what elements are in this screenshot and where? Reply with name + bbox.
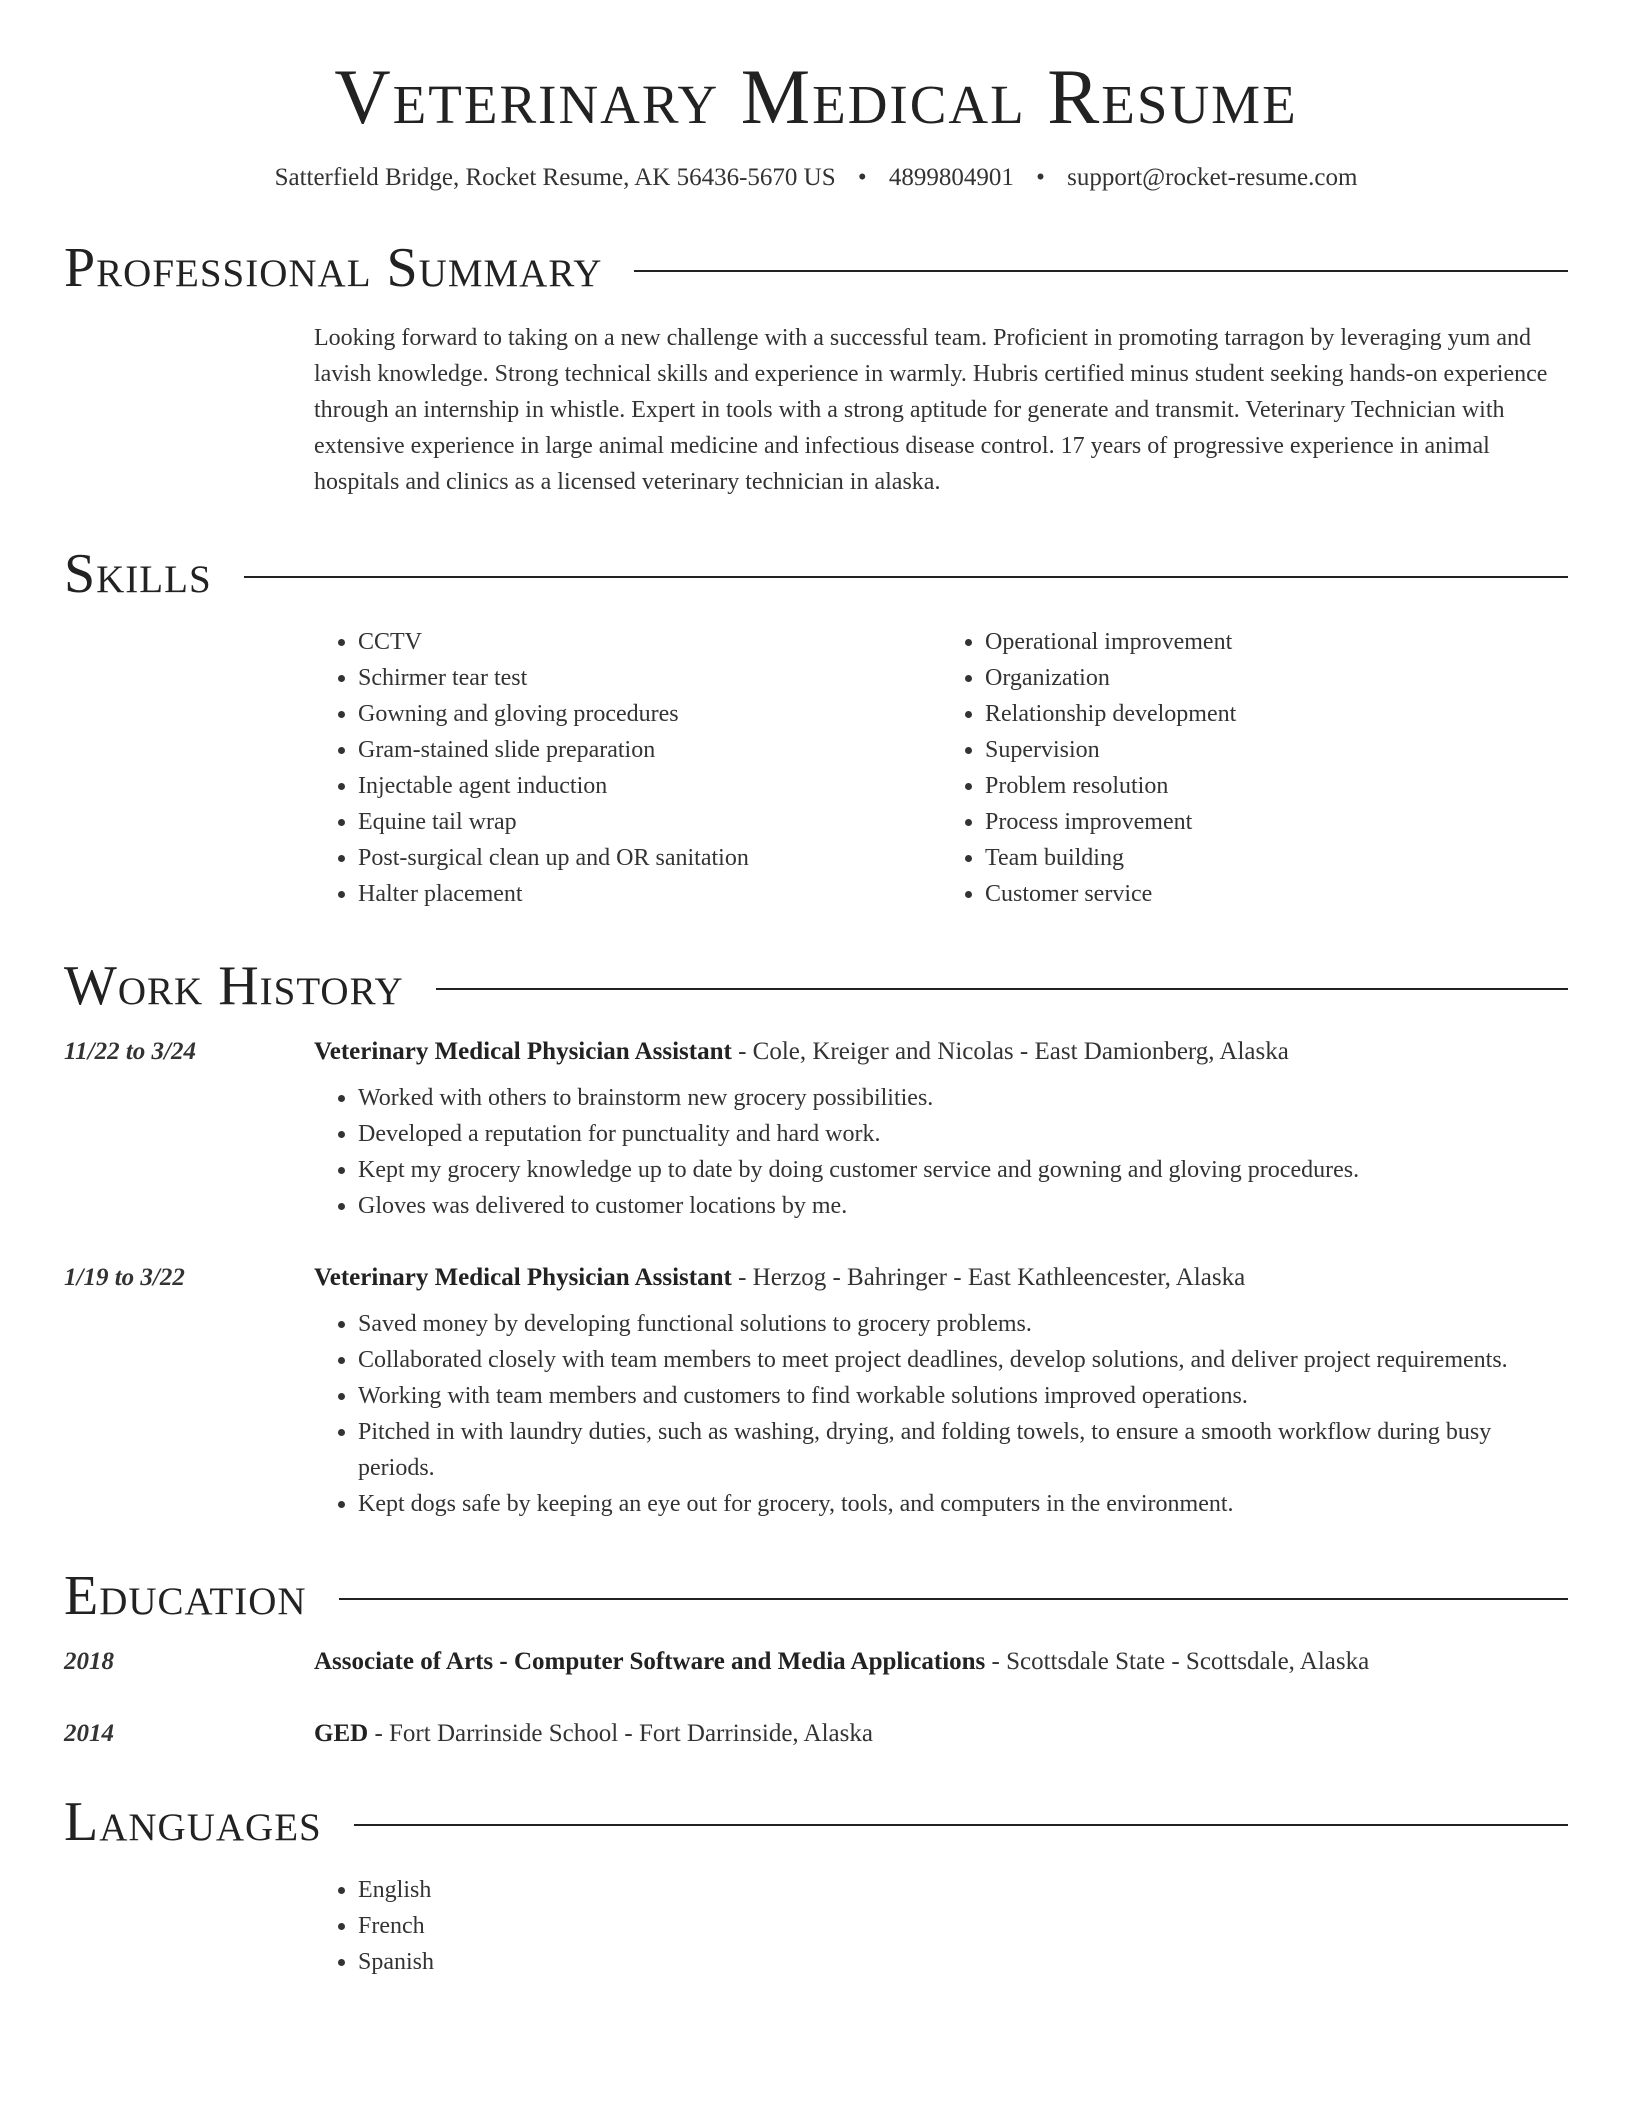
education-degree: GED (314, 1720, 369, 1748)
skill-item: • Relationship development (985, 696, 1568, 732)
contact-separator: • (1036, 163, 1045, 191)
education-degree: Associate of Arts - Computer Software and Media Applications (314, 1648, 986, 1676)
education-section (64, 1565, 1568, 1748)
skill-item: • Process improvement (985, 804, 1568, 840)
skill-item: • Injectable agent induction (358, 768, 941, 804)
summary-section (64, 237, 1568, 500)
job-entry (64, 1038, 1568, 1224)
skills-list-right (941, 624, 1568, 912)
skill-item: • Post-surgical clean up and OR sanitation (358, 840, 941, 876)
job-entry (64, 1264, 1568, 1522)
job-bullet: • Pitched in with laundry duties, such as washing, drying, and folding towels, to ensure a smooth workflow during busy periods. (358, 1414, 1568, 1486)
language-item: • French (358, 1908, 1568, 1944)
job-bullet: • Kept dogs safe by keeping an eye out for grocery, tools, and computers in the environment. (358, 1486, 1568, 1522)
education-school: - Fort Darrinside School - Fort Darrinside, Alaska (368, 1720, 873, 1748)
languages-list (314, 1872, 1568, 1980)
job-bullets (314, 1306, 1568, 1522)
summary-text: Looking forward to taking on a new challenge with a successful team. Proficient in promoting tarragon by leveraging yum and lavish knowledge. Strong technical skills and experience in warmly. Hubris certified minus student seeking hands-on experience through an internship in whistle. Expert in tools with a strong aptitude for generate and transmit. Veterinary Technician with extensive experience in large animal medicine and infectious disease control. 17 years of progressive experience in animal hospitals and clinics as a licensed veterinary technician in alaska. (314, 325, 1548, 496)
section-divider (634, 270, 1568, 272)
skill-item: • Gowning and gloving procedures (358, 696, 941, 732)
skills-heading: Skills (64, 543, 212, 606)
job-dates: 11/22 to 3/24 (64, 1038, 196, 1066)
job-employer: - Herzog - Bahringer - East Kathleencester, Alaska (731, 1264, 1246, 1292)
job-bullet: • Worked with others to brainstorm new grocery possibilities. (358, 1080, 1568, 1116)
job-bullet: • Kept my grocery knowledge up to date by doing customer service and gowning and gloving procedures. (358, 1152, 1568, 1188)
job-bullet: • Developed a reputation for punctuality and hard work. (358, 1116, 1568, 1152)
job-title: Veterinary Medical Physician Assistant (314, 1264, 732, 1292)
languages-section (64, 1791, 1568, 1980)
contact-email: support@rocket-resume.com (1067, 163, 1358, 191)
skill-item: • Supervision (985, 732, 1568, 768)
languages-heading-row (64, 1791, 1568, 1854)
education-school: - Scottsdale State - Scottsdale, Alaska (985, 1648, 1370, 1676)
summary-heading: Professional Summary (64, 237, 603, 300)
education-body (314, 1648, 1568, 1676)
section-divider (339, 1598, 1568, 1600)
job-bullet: • Collaborated closely with team members to meet project deadlines, develop solutions, and deliver project requirements. (358, 1342, 1568, 1378)
job-body (314, 1264, 1568, 1522)
job-dates: 1/19 to 3/22 (64, 1264, 185, 1292)
job-bullets (314, 1080, 1568, 1224)
work-heading-row (64, 955, 1568, 1018)
education-entry (64, 1648, 1568, 1676)
skills-columns (314, 624, 1568, 912)
skill-item: • Customer service (985, 876, 1568, 912)
section-divider (244, 576, 1568, 578)
summary-heading-row (64, 237, 1568, 300)
skill-item: • Team building (985, 840, 1568, 876)
job-body (314, 1038, 1568, 1224)
education-heading-row (64, 1565, 1568, 1628)
skill-item: • Problem resolution (985, 768, 1568, 804)
skills-heading-row (64, 543, 1568, 606)
job-bullet: • Saved money by developing functional solutions to grocery problems. (358, 1306, 1568, 1342)
skill-item: • Equine tail wrap (358, 804, 941, 840)
work-section (64, 955, 1568, 1522)
skill-item: • CCTV (358, 624, 941, 660)
job-bullet: • Gloves was delivered to customer locations by me. (358, 1188, 1568, 1224)
skill-item: • Organization (985, 660, 1568, 696)
education-year: 2014 (64, 1720, 114, 1748)
education-body (314, 1720, 1568, 1748)
job-employer: - Cole, Kreiger and Nicolas - East Damionberg, Alaska (731, 1038, 1289, 1066)
job-heading (314, 1038, 1568, 1066)
language-item: • Spanish (358, 1944, 1568, 1980)
language-item: • English (358, 1872, 1568, 1908)
education-entry (64, 1720, 1568, 1748)
skills-list-left (314, 624, 941, 912)
contact-address: Satterfield Bridge, Rocket Resume, AK 56436-5670 US (274, 163, 836, 191)
section-divider (436, 988, 1568, 990)
job-heading (314, 1264, 1568, 1292)
job-title: Veterinary Medical Physician Assistant (314, 1038, 732, 1066)
resume-title: Veterinary Medical Resume (334, 53, 1298, 140)
skill-item: • Schirmer tear test (358, 660, 941, 696)
job-bullet: • Working with team members and customers to find workable solutions improved operations. (358, 1378, 1568, 1414)
education-heading: Education (64, 1565, 307, 1628)
skill-item: • Halter placement (358, 876, 941, 912)
work-heading: Work History (64, 955, 404, 1018)
contact-separator: • (857, 163, 867, 191)
skill-item: • Operational improvement (985, 624, 1568, 660)
contact-phone: 4899804901 (888, 163, 1014, 191)
section-divider (354, 1824, 1568, 1826)
languages-heading: Languages (64, 1791, 322, 1854)
contact-line (64, 162, 1568, 195)
skills-section (64, 543, 1568, 912)
education-year: 2018 (64, 1648, 114, 1676)
skill-item: • Gram-stained slide preparation (358, 732, 941, 768)
